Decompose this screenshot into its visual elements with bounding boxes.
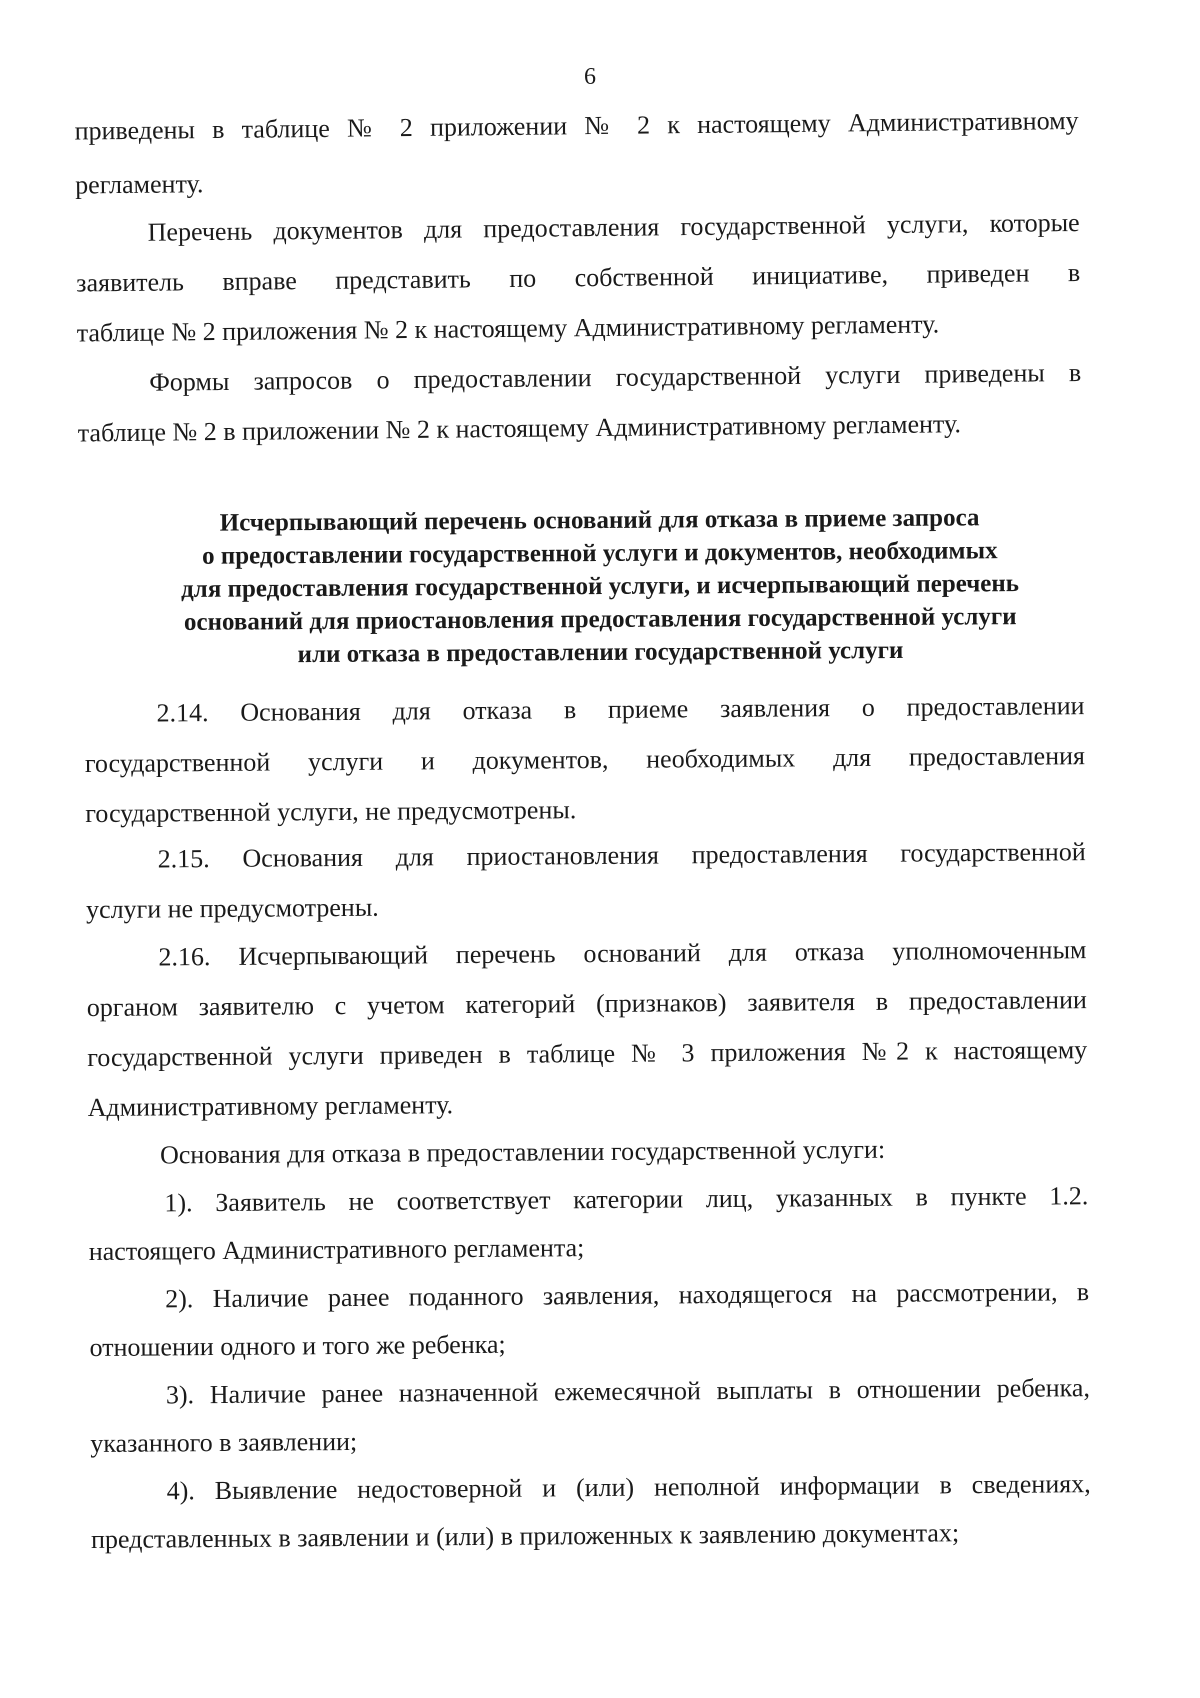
list-item-3-line-1: 3). Наличие ранее назначенной ежемесячной выплаты в отношении ребенка, (165, 1373, 1090, 1410)
list-item-4-line-1: 4). Выявление недостоверной и (или) неполной информации в сведениях, (166, 1469, 1091, 1506)
list-item-2-line-2: отношении одного и того же ребенка; (89, 1329, 506, 1363)
intro-paragraph-2-line-1: Перечень документов для предоставления государственной услуги, которые (147, 207, 1080, 247)
section-heading-line-3: для предоставления государственной услуги, и исчерпывающий перечень (181, 570, 1020, 603)
list-item-3-line-2: указанного в заявлении; (90, 1426, 358, 1459)
list-item-2-line-1: 2). Наличие ранее поданного заявления, находящегося на рассмотрении, в (165, 1277, 1090, 1314)
list-item-4-line-2: представленных в заявлении и (или) в приложенных к заявлению документах; (90, 1518, 960, 1555)
section-2-16-line-4: Административному регламенту. (87, 1090, 454, 1123)
section-2-14-line-2: государственной услуги и документов, необходимых для предоставления (84, 741, 1086, 779)
intro-block (0, 0, 1197, 448)
list-item-1-line-1: 1). Заявитель не соответствует категории лиц, указанных в пункте 1.2. (164, 1181, 1089, 1218)
section-2-15-line-2: услуги не предусмотрены. (85, 892, 379, 925)
refusal-grounds-intro: Основания для отказа в предоставлении государственной услуги: (159, 1134, 886, 1170)
list-item-1-line-2: настоящего Административного регламента; (88, 1233, 585, 1267)
page-number: 6 (584, 64, 596, 90)
section-2-14-line-3: государственной услуги, не предусмотрены. (85, 795, 577, 829)
intro-paragraph-3-line-1: Формы запросов о предоставлении государственной услуги приведены в (149, 357, 1082, 397)
intro-paragraph-2-line-2: заявитель вправе представить по собственной инициативе, приведен в (76, 257, 1081, 298)
section-heading-line-5: или отказа в предоставлении государственной услуги (297, 636, 904, 669)
section-heading-line-4: оснований для приостановления предоставления государственной услуги (183, 603, 1017, 636)
section-2-15-line-1: 2.15. Основания для приостановления предоставления государственной (157, 837, 1086, 874)
intro-paragraph-1-line-2: регламенту. (75, 169, 204, 200)
section-2-16-line-3: государственной услуги приведен в таблице № 3 приложения №2 к настоящему (87, 1035, 1088, 1073)
intro-paragraph-3-line-2: таблице № 2 в приложении № 2 к настоящему Административному регламенту. (77, 409, 962, 448)
section-2-14-line-1: 2.14. Основания для отказа в приеме заявления о предоставлении (156, 691, 1085, 728)
section-heading-line-2: о предоставлении государственной услуги и документов, необходимых (201, 537, 998, 570)
intro-paragraph-2-line-3: таблице № 2 приложения № 2 к настоящему Административному регламенту. (76, 309, 940, 348)
section-2-16-line-1: 2.16. Исчерпывающий перечень оснований для отказа уполномоченным (158, 935, 1087, 972)
intro-paragraph-1-line-1: приведены в таблице № 2 приложении № 2 к настоящему Административному (74, 105, 1079, 146)
section-2-16-line-2: органом заявителю с учетом категорий (признаков) заявителя в предоставлении (86, 985, 1087, 1023)
section-heading-line-1: Исчерпывающий перечень оснований для отказа в приеме запроса (219, 504, 980, 537)
